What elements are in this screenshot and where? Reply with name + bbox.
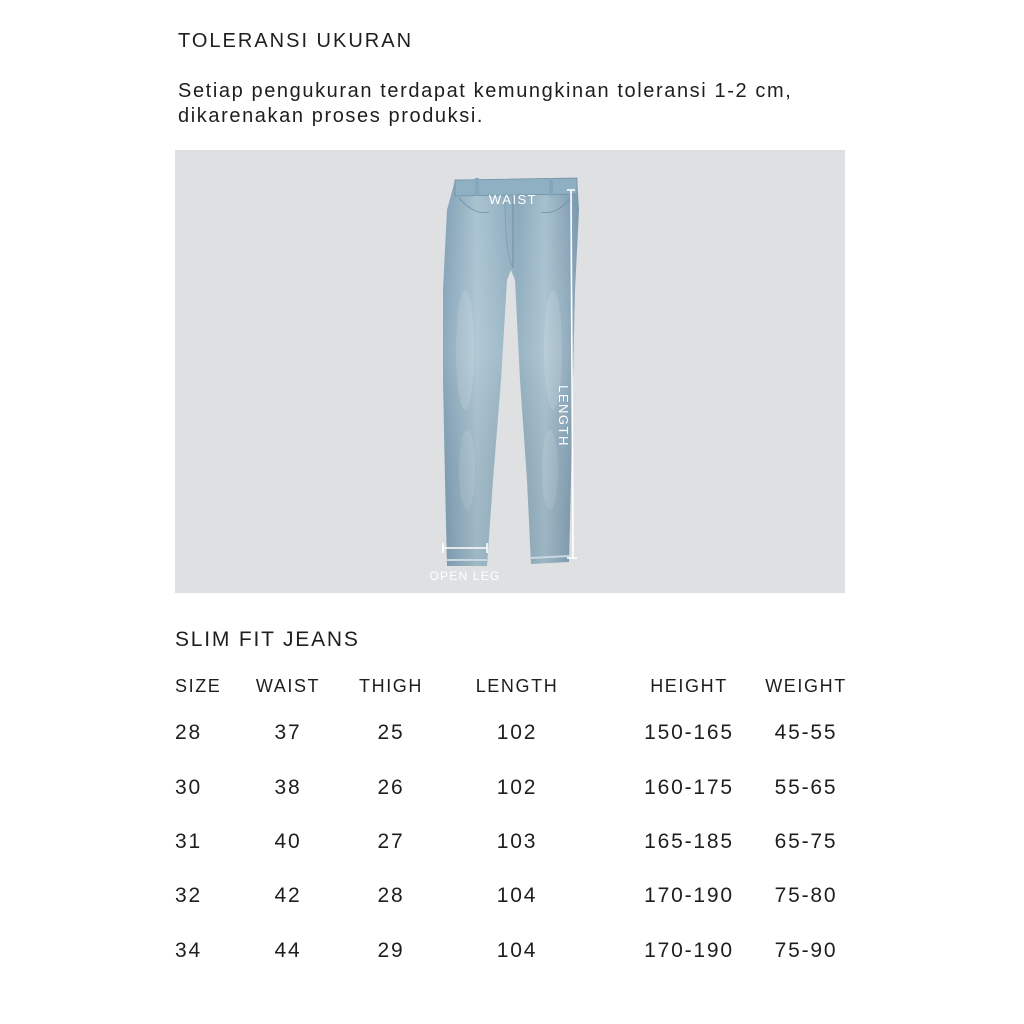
row-3-thigh: 27 [377,830,405,853]
row-1-thigh: 25 [377,721,405,744]
column-header-length: LENGTH [475,676,559,696]
row-3-size: 31 [175,830,202,853]
row-5-length: 104 [496,939,538,962]
column-header-size: SIZE [175,676,222,696]
row-4-thigh: 28 [377,884,405,907]
product-title: SLIM FIT JEANS [175,628,360,651]
row-1-weight: 45-55 [774,721,838,744]
size-tolerance-heading: TOLERANSI UKURAN [178,30,414,52]
row-2-length: 102 [496,776,538,799]
row-1-length: 102 [496,721,538,744]
row-3-height: 165-185 [644,830,734,853]
row-5-weight: 75-90 [774,939,838,962]
row-3-waist: 40 [274,830,302,853]
row-5-waist: 44 [274,939,302,962]
row-3-length: 103 [496,830,538,853]
row-4-length: 104 [496,884,538,907]
row-1-size: 28 [175,721,202,744]
row-4-waist: 42 [274,884,302,907]
row-5-height: 170-190 [644,939,734,962]
note-line-2: dikarenakan proses produksi. [178,105,485,127]
row-1-waist: 37 [274,721,302,744]
row-2-size: 30 [175,776,202,799]
column-header-height: HEIGHT [650,676,728,696]
length-label: LENGTH [556,385,571,447]
row-2-weight: 55-65 [774,776,838,799]
row-5-thigh: 29 [377,939,405,962]
column-header-weight: WEIGHT [765,676,847,696]
jeans-illustration [175,150,845,593]
row-2-waist: 38 [274,776,302,799]
open-leg-label: OPEN LEG [429,569,501,583]
jeans-shape [443,178,579,566]
jeans-measurement-figure [175,150,845,593]
row-2-thigh: 26 [377,776,405,799]
row-4-size: 32 [175,884,202,907]
row-5-size: 34 [175,939,202,962]
row-4-weight: 75-80 [774,884,838,907]
row-2-height: 160-175 [644,776,734,799]
row-1-height: 150-165 [644,721,734,744]
note-line-1: Setiap pengukuran terdapat kemungkinan toleransi 1-2 cm, [178,80,793,102]
column-header-waist: WAIST [255,676,321,696]
waist-label: WAIST [488,192,538,207]
row-4-height: 170-190 [644,884,734,907]
row-3-weight: 65-75 [774,830,838,853]
column-header-thigh: THIGH [359,676,423,696]
size-tolerance-note [178,79,898,129]
